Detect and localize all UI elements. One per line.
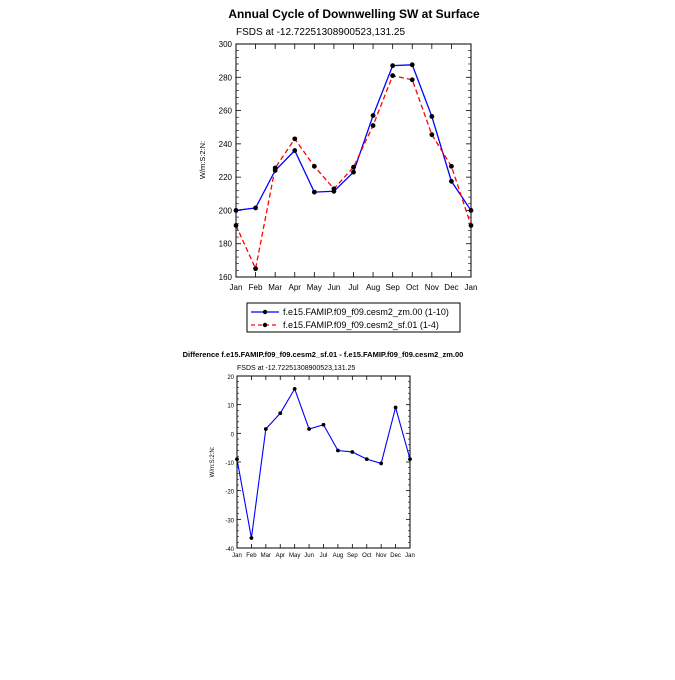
chart2-series-1-point — [235, 457, 239, 461]
chart2-x-tick-label: Jul — [319, 553, 328, 559]
chart2-x-tick-label: Jan — [232, 553, 242, 559]
chart1-series-1-point — [410, 62, 415, 67]
legend-marker-series-2 — [263, 323, 267, 327]
chart2-series-1-line — [237, 389, 410, 538]
chart1-x-tick-label: Nov — [424, 283, 439, 292]
chart2-series-1-point — [307, 427, 311, 431]
chart1-series-2-point — [253, 266, 258, 271]
chart1-series-2-point — [292, 136, 297, 141]
chart1-series-2-point — [351, 165, 356, 170]
chart1-series-2-point — [332, 186, 337, 191]
chart1-series-2-point — [410, 77, 415, 82]
chart2-series-1-point — [365, 457, 369, 461]
chart2-x-tick-label: Oct — [362, 553, 372, 559]
chart1-series-1-point — [292, 148, 297, 153]
chart1-series-2-point — [234, 223, 239, 228]
chart1-x-tick-label: Apr — [288, 283, 301, 292]
legend-marker-series-1 — [263, 310, 267, 314]
chart1-series-1-point — [449, 179, 454, 184]
chart1-ylabel: W/m:S:2:N: — [198, 140, 207, 180]
chart2-series-1-point — [336, 449, 340, 453]
chart2-series-1-point — [408, 457, 412, 461]
chart2-x-tick-label: Apr — [275, 553, 285, 559]
chart2-x-tick-label: Dec — [390, 553, 401, 559]
chart1-series-1-point — [429, 114, 434, 119]
chart2-series-1-point — [322, 423, 326, 427]
chart1-axes — [219, 40, 478, 292]
chart2-y-tick-label: 10 — [227, 403, 234, 410]
legend-label-series-2: f.e15.FAMIP.f09_f09.cesm2_sf.01 (1-4) — [283, 320, 439, 330]
chart1-x-tick-label: Feb — [248, 283, 263, 292]
chart2-series-1-point — [250, 536, 254, 540]
chart1-y-tick-label: 180 — [218, 239, 232, 249]
chart2-x-tick-label: May — [288, 553, 301, 559]
chart2-plot-frame — [237, 376, 410, 548]
chart2-x-tick-label: Jun — [304, 553, 314, 559]
chart1-x-tick-label: Jun — [327, 283, 341, 292]
chart1-y-tick-label: 160 — [218, 273, 232, 282]
chart1-series-1-point — [312, 190, 317, 195]
chart2-series-1-point — [293, 387, 297, 391]
chart2-series-1-point — [379, 462, 383, 466]
chart2-x-tick-label: Jan — [405, 553, 415, 559]
chart1-y-tick-label: 200 — [218, 206, 232, 216]
chart2-axes — [225, 375, 415, 559]
chart1-subtitle: FSDS at -12.72251308900523,131.25 — [236, 27, 406, 38]
chart1-series-2-point — [273, 166, 278, 171]
chart1-series-1-point — [351, 170, 356, 175]
chart1-series-2-point — [390, 73, 395, 78]
chart1-x-tick-label: May — [306, 283, 322, 292]
chart2-series-layer — [235, 387, 412, 540]
chart1-x-tick-label: Mar — [268, 283, 283, 292]
chart1-y-tick-label: 220 — [218, 173, 232, 183]
chart2-y-tick-label: 0 — [230, 432, 234, 439]
chart2-x-tick-label: Aug — [332, 553, 344, 559]
chart1-series-1-point — [390, 63, 395, 68]
chart2-y-tick-label: -30 — [225, 518, 234, 525]
chart2-x-tick-label: Feb — [246, 553, 257, 559]
chart1-legend — [247, 303, 460, 332]
chart2-ylabel: W/m:S:2:N: — [210, 446, 216, 478]
chart1-series-2-point — [371, 123, 376, 128]
chart1-plot-frame — [236, 44, 471, 277]
chart2-y-tick-label: -20 — [225, 489, 234, 496]
chart1-series-1-point — [234, 208, 239, 213]
chart2-x-tick-label: Mar — [260, 553, 272, 559]
chart2-series-1-point — [278, 411, 282, 415]
chart1-series-1-point — [253, 206, 258, 211]
chart1-series-2-point — [429, 132, 434, 137]
chart2-x-tick-label: Sep — [346, 553, 358, 559]
chart1-y-tick-label: 280 — [218, 73, 232, 83]
chart2-subtitle: FSDS at -12.72251308900523,131.25 — [237, 365, 356, 372]
chart2-y-tick-label: -10 — [225, 461, 234, 467]
chart1-x-tick-label: Aug — [365, 283, 381, 292]
chart1-x-tick-label: Jul — [348, 283, 359, 292]
chart1-x-tick-label: Oct — [406, 283, 419, 292]
chart1-y-tick-label: 240 — [218, 139, 232, 149]
chart1-y-tick-label: 260 — [218, 106, 232, 116]
chart1-series-2-point — [312, 164, 317, 169]
chart1-series-2-point — [469, 223, 474, 228]
chart1-series-1-point — [469, 208, 474, 213]
chart2-x-tick-label: Nov — [375, 553, 387, 559]
chart2-series-1-point — [394, 406, 398, 410]
chart1-series-1-point — [371, 113, 376, 118]
legend-label-series-1: f.e15.FAMIP.f09_f09.cesm2_zm.00 (1-10) — [283, 307, 449, 317]
chart2-y-tick-label: 20 — [227, 375, 234, 381]
chart2-title: Difference f.e15.FAMIP.f09_f09.cesm2_sf.01 - f.e15.FAMIP.f09_f09.cesm2_zm.00 — [182, 350, 464, 359]
chart1-title: Annual Cycle of Downwelling SW at Surface — [228, 7, 480, 21]
chart1-series-layer — [234, 62, 474, 271]
chart2-y-tick-label: -40 — [225, 547, 234, 553]
chart1-x-tick-label: Jan — [229, 283, 243, 292]
chart1-x-tick-label: Sep — [385, 283, 400, 292]
chart2-series-1-point — [350, 450, 354, 454]
chart1-series-2-point — [449, 164, 454, 169]
chart2-series-1-point — [264, 427, 268, 431]
chart1-x-tick-label: Jan — [464, 283, 478, 292]
chart1-y-tick-label: 300 — [218, 40, 232, 49]
chart1-x-tick-label: Dec — [444, 283, 459, 292]
